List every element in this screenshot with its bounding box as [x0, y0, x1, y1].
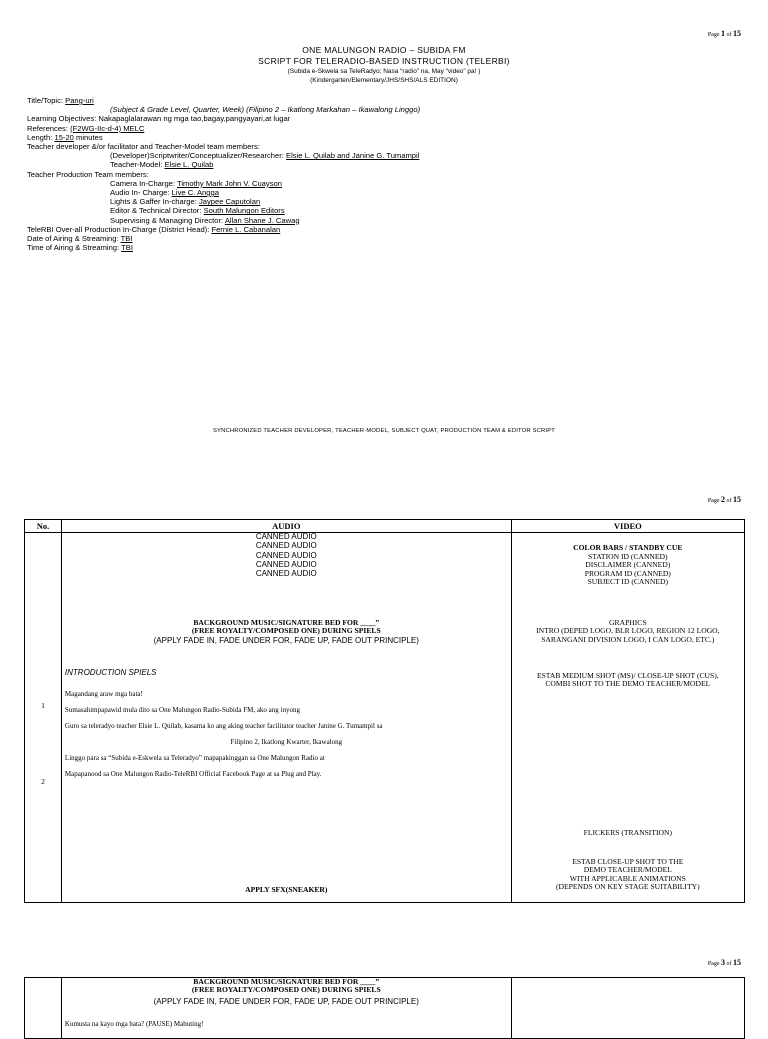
row-number-2: 2: [41, 777, 45, 786]
audio-line: Audio In- Charge: Live C. Angga: [110, 188, 219, 198]
length-line: Length: 15-20 minutes: [27, 132, 103, 142]
bg-music-cue: BACKGROUND MUSIC/SIGNATURE BED FOR ____” (FREE ROYALTY/COMPOSED ONE) DURING SPIELS: [191, 618, 381, 636]
canned-audio-list: [62, 532, 511, 578]
supervising-line: Supervising & Managing Director: Allan Shane J. Cawag: [110, 215, 300, 225]
canned-audio-item: CANNED AUDIO: [255, 550, 317, 560]
references-value: (F2WG-IIc-d-4) MELC: [70, 123, 145, 133]
video-cell: [511, 978, 744, 1039]
scriptwriter-line: (Developer)Scriptwriter/Conceptualizer/Researcher: Elsie L. Quilab and Janine G. Tumampil: [110, 151, 420, 161]
table-row: [25, 533, 745, 903]
learning-objectives: Learning Objectives: Nakapaglalarawan ng mga tao,bagay,pangyayari,at lugar: [27, 114, 291, 124]
editor-value: South Malungon Editors: [203, 206, 285, 216]
supervising-value: Allan Shane J. Cawag: [224, 215, 300, 225]
script-title: SCRIPT FOR TELERADIO-BASED INSTRUCTION (TELERBI): [258, 56, 510, 66]
page-number-1: Page 1 of 15: [707, 29, 741, 38]
edition-line: (Kindergarten/Elementary/JHS/SHS/ALS EDITION): [310, 77, 458, 84]
lights-line: Lights & Gaffer In-charge: Jaypee Caputolan: [110, 197, 261, 207]
script-subtitle: (Subida e-Skwela sa TeleRadyo; Nasa “radio” na, May “video” pa! ): [287, 68, 481, 75]
flickers-transition: FLICKERS (TRANSITION): [583, 828, 672, 837]
teacher-model-line: Teacher-Model: Elsie L. Quilab: [110, 160, 214, 170]
sfx-cue: APPLY SFX(SNEAKER): [245, 885, 328, 894]
title-topic-line: Title/Topic: Pang-uri: [27, 96, 94, 105]
overall-incharge-line: TeleRBI Over-all Production In-Charge (District Head): Fernie L. Cabanalan: [27, 224, 281, 234]
canned-audio-item: CANNED AUDIO: [255, 532, 317, 541]
title-topic-value: Pang-uri: [65, 96, 94, 105]
video-cell: [511, 533, 744, 903]
spiel-line: Filipino 2, Ikatlong Kwarter, Ikawalong: [230, 738, 343, 746]
script-metadata: [27, 96, 627, 252]
row-number-cell: [25, 978, 62, 1039]
spiel-line: Magandang araw mga bata!: [64, 690, 143, 698]
page-number-2: Page 2 of 15: [707, 495, 741, 504]
color-bars-cue: COLOR BARS / STANDBY CUE: [573, 543, 683, 552]
table-header-row: [25, 520, 745, 533]
script-header: [0, 45, 768, 85]
script-table-page-3: [24, 977, 745, 1039]
teacher-developer-line: Teacher developer &/or facilitator and Teacher-Model team members:: [27, 142, 260, 152]
scriptwriter-value: Elsie L. Quilab and Janine G. Tumampil: [286, 151, 420, 161]
canned-video-list: STATION ID (CANNED) DISCLAIMER (CANNED) PROGRAM ID (CANNED) SUBJECT ID (CANNED): [584, 552, 671, 587]
audio-value: Live C. Angga: [171, 188, 219, 198]
canned-audio-item: CANNED AUDIO: [255, 541, 317, 551]
editor-line: Editor & Technical Director: South Malungon Editors: [110, 206, 285, 216]
camera-value: Timothy Mark John V. Cuayson: [176, 178, 282, 188]
subject-line: (Subject & Grade Level, Quarter, Week) (Filipino 2 – Ikatlong Markahan – Ikawalong Linggo): [110, 105, 421, 115]
canned-audio-item: CANNED AUDIO: [255, 559, 317, 569]
graphics-cue: GRAPHICS INTRO (DEPED LOGO, BLR LOGO, REGION 12 LOGO, SARANGANI DIVISION LOGO, I CAN LOGO, ETC.): [536, 618, 720, 644]
estab-shot-cue: ESTAB MEDIUM SHOT (MS)/ CLOSE-UP SHOT (CUS), COMBI SHOT TO THE DEMO TEACHER/MODEL: [536, 671, 719, 689]
camera-line: Camera In-Charge: Timothy Mark John V. Cuayson: [110, 178, 282, 188]
spiel-line: Linggo para sa “Subida e-Eskwela sa Teleradyo” mapapakinggan sa One Malungon Radio at: [64, 754, 325, 762]
fade-principle: (APPLY FADE IN, FADE UNDER FOR, FADE UP, FADE OUT PRINCIPLE): [153, 636, 419, 645]
script-table-page-2: [24, 519, 745, 903]
lights-value: Jaypee Caputolan: [198, 197, 261, 207]
spiel-line: Sumasahimpapawid mula dito sa One Malungon Radio-Subida FM, ako ang inyong: [64, 706, 300, 714]
closeup-shot-cue: ESTAB CLOSE-UP SHOT TO THE DEMO TEACHER/MODEL WITH APPLICABLE ANIMATIONS (DEPENDS ON KEY STAGE SUITABILITY): [556, 857, 700, 892]
synchronized-script-title: SYNCHRONIZED TEACHER DEVELOPER, TEACHER-MODEL, SUBJECT QUAT, PRODUCTION TEAM & EDITOR SCRIPT: [212, 428, 556, 434]
length-value: 15-20: [54, 132, 74, 142]
production-team-line: Teacher Production Team members:: [27, 169, 149, 179]
column-header-audio: AUDIO: [61, 520, 511, 533]
time-airing-value: TBI: [121, 243, 133, 253]
introduction-spiels-heading: INTRODUCTION SPIELS: [64, 668, 157, 677]
fade-principle: (APPLY FADE IN, FADE UNDER FOR, FADE UP, FADE OUT PRINCIPLE): [153, 997, 419, 1006]
time-airing-line: Time of Airing & Streaming: TBI: [27, 243, 133, 253]
bg-music-cue: BACKGROUND MUSIC/SIGNATURE BED FOR ____” (FREE ROYALTY/COMPOSED ONE) DURING SPIELS: [191, 977, 381, 995]
references-line: References: (F2WG-IIc-d-4) MELC: [27, 123, 145, 133]
spiel-line: Guro sa teleradyo teacher Elsie L. Quilab, kasama ko ang aking teacher facilitator teacher Janine G. Tumampil sa: [64, 722, 383, 730]
overall-incharge-value: Fernie L. Cabanalan: [211, 224, 281, 234]
date-airing-line: Date of Airing & Streaming: TBI: [27, 234, 133, 244]
page-number-3: Page 3 of 15: [707, 958, 741, 967]
column-header-video: VIDEO: [511, 520, 744, 533]
spiel-line: Mapapanood sa One Malungon Radio-TeleRBI Official Facebook Page at sa Plug and Play.: [64, 770, 322, 778]
column-header-no: No.: [25, 520, 62, 533]
teacher-model-value: Elsie L. Quilab: [164, 160, 214, 170]
date-airing-value: TBI: [120, 234, 133, 244]
spiel-line: Kumusta na kayo mga bata? (PAUSE) Mabuting!: [64, 1020, 204, 1028]
table-row: [25, 978, 745, 1039]
radio-station-title: ONE MALUNGON RADIO – SUBIDA FM: [302, 45, 466, 55]
canned-audio-item: CANNED AUDIO: [255, 569, 317, 579]
audio-cell: [61, 533, 511, 903]
audio-cell: [61, 978, 511, 1039]
row-number-1: 1: [41, 701, 45, 710]
row-number-cell: [25, 533, 62, 903]
